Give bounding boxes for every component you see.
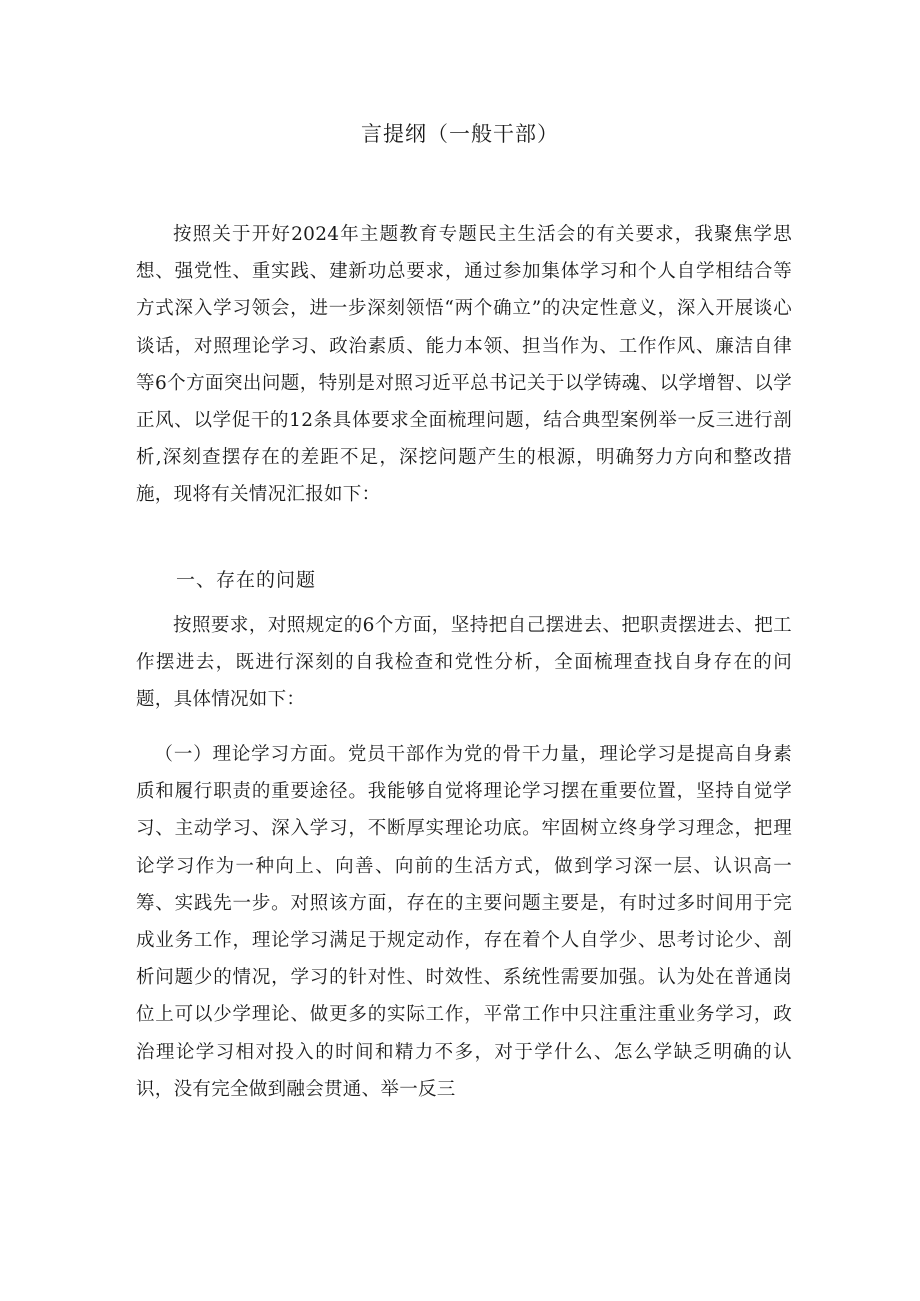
document-title: 言提纲（一般干部） <box>361 122 559 146</box>
intro-paragraph: 按照关于开好2024年主题教育专题民主生活会的有关要求，我聚焦学思想、强党性、重实践、建新功总要求，通过参加集体学习和个人自学相结合等方式深入学习领会，进一步深刻领悟“两个确立”的决定性意义，深入开展谈心谈话，对照理论学习、政治素质、能力本领、担当作为、工作作风、廉洁自律等6个方面突出问题，特别是对照习近平总书记关于以学铸魂、以学增智、以学正风、以学促干的12条具体要求全面梳理问题，结合典型案例举一反三进行剖析,深刻查摆存在的差距不足，深挖问题产生的根源，明确努力方向和整改措施，现将有关情况汇报如下： <box>136 224 792 506</box>
section-heading: 一、存在的问题 <box>176 569 317 591</box>
section-intro-paragraph: 按照要求，对照规定的6个方面，坚持把自己摆进去、把职责摆进去、把工作摆进去，既进行深刻的自我检查和党性分析，全面梳理查找自身存在的问题，具体情况如下： <box>136 615 792 711</box>
theory-study-paragraph: （一）理论学习方面。党员干部作为党的骨干力量，理论学习是提高自身素质和履行职责的重要途径。我能够自觉将理论学习摆在重要位置，坚持自觉学习、主动学习、深入学习，不断厚实理论功底。牢固树立终身学习理念，把理论学习作为一种向上、向善、向前的生活方式，做到学习深一层、认识高一筹、实践先一步。对照该方面，存在的主要问题主要是，有时过多时间用于完成业务工作，理论学习满足于规定动作，存在着个人自学少、思考讨论少、剖析问题少的情况，学习的针对性、时效性、系统性需要加强。认为处在普通岗位上可以少学理论、做更多的实际工作，平常工作中只注重注重业务学习，政治理论学习相对投入的时间和精力不多，对于学什么、怎么学缺乏明确的认识，没有完全做到融会贯通、举一反三 <box>136 744 792 1100</box>
